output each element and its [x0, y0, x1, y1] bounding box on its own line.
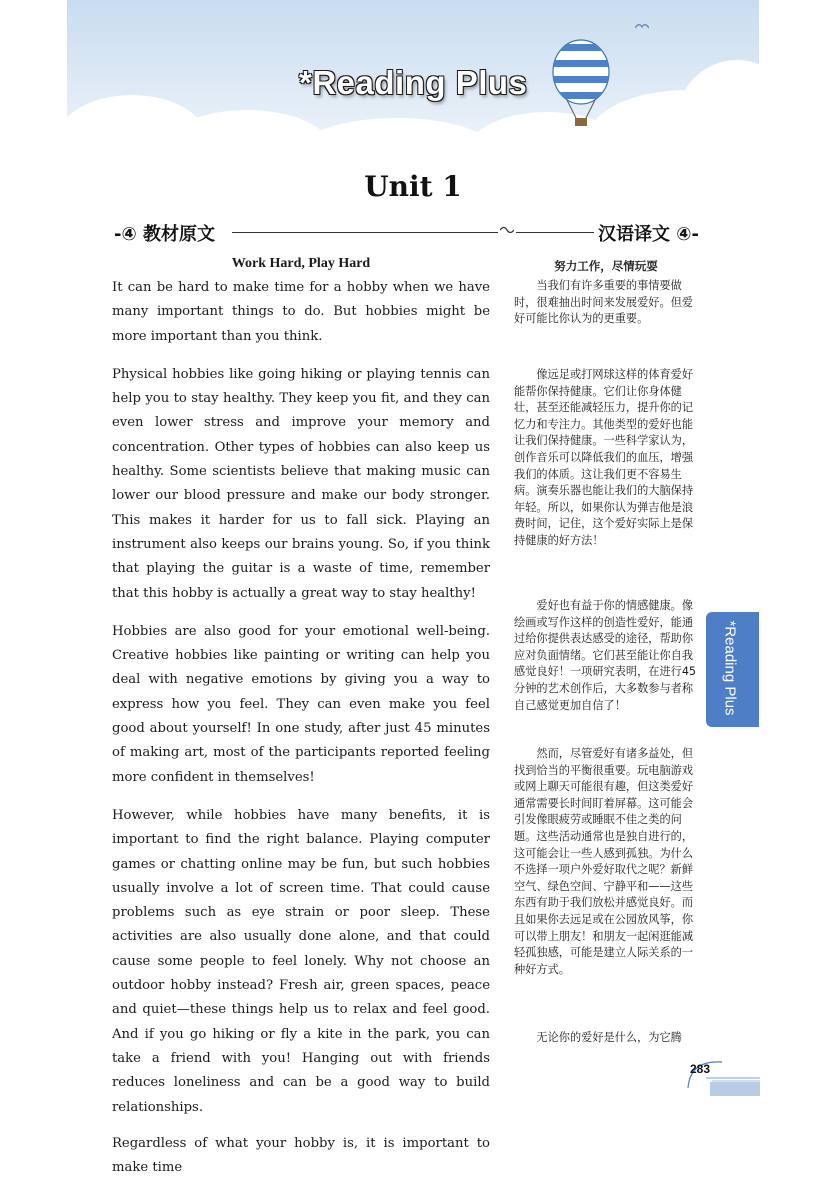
banner-title: *Reading Plus	[299, 64, 528, 101]
en-paragraph-4: However, while hobbies have many benefits, it is important to find the right balance. Playing computer games or chatting online may be fun, but such hobbies usually involve a lot of screen time. That could cause problems such as eye strain or poor sleep. These activities are also usually done alone, and that could cause some people to feel lonely. Why not choose an outdoor hobby instead? Fresh air, green spaces, peace and quiet—these things help us to relax and feel good. And if you go hiking or fly a kite in the park, you can take a friend with you! Hanging out with friends reduces loneliness and can be a good way to build relationships.	[112, 807, 490, 1115]
divider-right	[516, 232, 594, 233]
page-number: 283	[690, 1062, 711, 1076]
divider-ornament-icon	[500, 225, 514, 235]
divider-left	[232, 232, 498, 233]
section-label-translation: 汉语译文 ④-	[598, 224, 699, 245]
zh-paragraph-1: 当我们有许多重要的事情要做时，很难抽出时间来发展爱好。但爱好可能比你认为的更重要。	[514, 279, 694, 326]
unit-title: Unit 1	[364, 170, 462, 203]
article-title-zh: 努力工作，尽情玩耍	[554, 259, 658, 273]
article-body-en	[112, 276, 490, 1180]
zh-paragraph-3: 爱好也有益于你的情感健康。像绘画或写作这样的创造性爱好，能通过给你提供表达感受的途径，帮助你应对负面情绪。它们甚至能让你自我感觉良好！一项研究表明，在进行45分钟的艺术创作后，大多数参与者称自己感觉更加自信了！	[514, 599, 697, 712]
en-paragraph-2: Physical hobbies like going hiking or playing tennis can help you to stay healthy. They keep you fit, and they can even lower stress and improve your memory and concentration. Other types of hobbies can also keep us healthy. Some scientists believe that making music can lower our blood pressure and make our body stronger. This makes it harder for us to fall sick. Playing an instrument also keeps our brains young. So, if you think that playing the guitar is a waste of time, remember that this hobby is actually a great way to stay healthy!	[112, 366, 490, 601]
zh-paragraph-2: 像远足或打网球这样的体育爱好能帮你保持健康。它们让你身体健壮，甚至还能减轻压力，提升你的记忆力和专注力。其他类型的爱好也能让我们保持健康。一些科学家认为，创作音乐可以降低我们的血压，增强我们的体质。这让我们更不容易生病。演奏乐器也能让我们的大脑保持年轻。所以，如果你认为弹吉他是浪费时间，记住，这个爱好实际上是保持健康的好方法！	[514, 368, 694, 547]
zh-paragraph-5: 无论你的爱好是什么，为它腾	[536, 1031, 682, 1044]
hot-air-balloon-icon	[549, 38, 613, 134]
section-label-original: -④ 教材原文	[114, 224, 215, 245]
en-paragraph-3: Hobbies are also good for your emotional well-being. Creative hobbies like painting or writing can help you deal with negative emotions by giving you a way to express how you feel. They can even make you feel good about yourself! In one study, after just 45 minutes of making art, most of the participants reported feeling more confident in themselves!	[112, 623, 490, 785]
article-title-en: Work Hard, Play Hard	[231, 256, 371, 271]
side-tab-label: *Reading Plus	[721, 620, 739, 716]
zh-paragraph-4: 然而，尽管爱好有诸多益处，但找到恰当的平衡很重要。玩电脑游戏或网上聊天可能很有趣，但这类爱好通常需要长时间盯着屏幕。这可能会引发像眼疲劳或睡眠不佳之类的问题。这些活动通常也是独自进行的，这可能会让一些人感到孤独。为什么不选择一项户外爱好取代之呢？新鲜空气、绿色空间、宁静平和——这些东西有助于我们放松并感觉良好。而且如果你去远足或在公园放风筝，你可以带上朋友！和朋友一起闲逛能减轻孤独感，可能是建立人际关系的一种好方式。	[514, 747, 694, 976]
en-paragraph-1: It can be hard to make time for a hobby when we have many important things to do. But hobbies might be more important than you think.	[112, 280, 490, 344]
bird-icon	[635, 22, 649, 30]
en-paragraph-5: Regardless of what your hobby is, it is important to make time	[112, 1135, 490, 1176]
header-banner	[67, 0, 759, 150]
